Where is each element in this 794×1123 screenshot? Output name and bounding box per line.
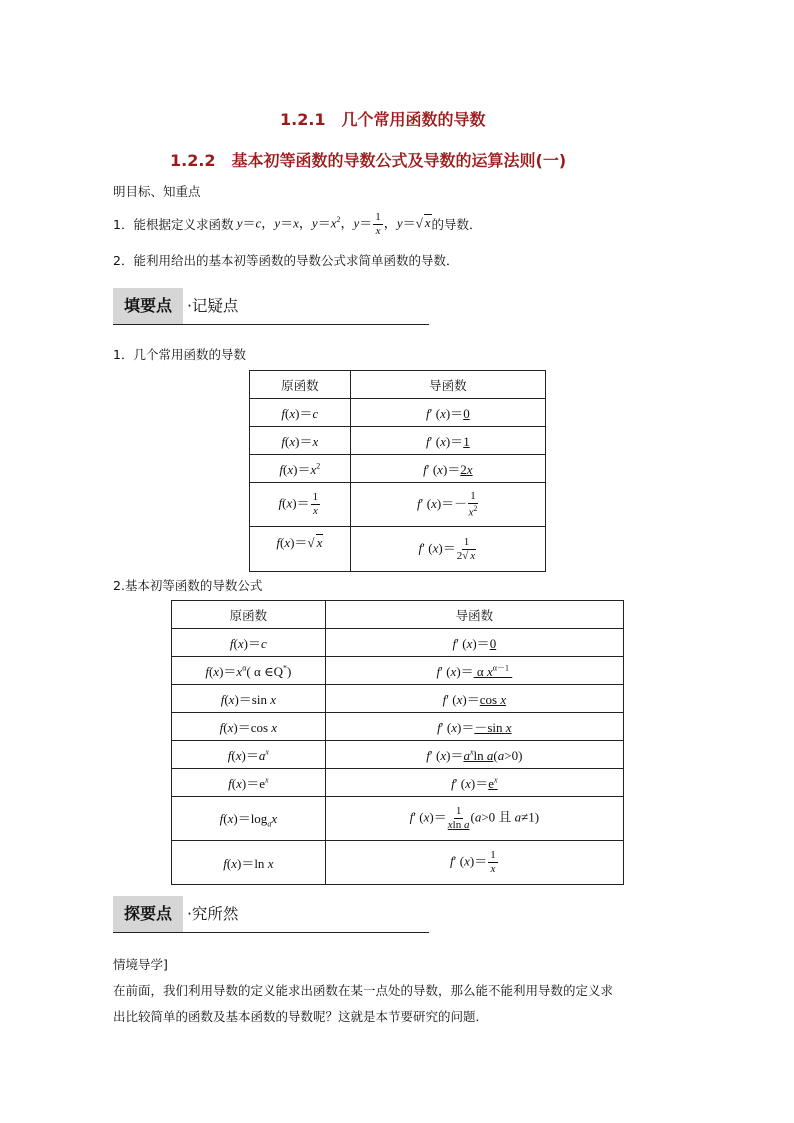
table-row: [250, 483, 546, 527]
goal-item-1: [113, 208, 482, 240]
section-badge: 填要点: [113, 288, 183, 324]
goal-1-functions: y＝c，y＝x，$y=x^2$，y＝ $\frac{1}{x}$ ，y＝√ x: [236, 210, 431, 237]
fx-cell: f(x)＝√ x: [250, 527, 351, 572]
table-row: [250, 427, 546, 455]
dfx-cell: f′ $(x)=a^x\ln$ a(a>0): [325, 741, 623, 769]
header-original: 原函数: [250, 371, 351, 399]
table-row: [172, 685, 624, 713]
table-row: [172, 629, 624, 657]
table-row: [172, 841, 624, 885]
section-divider: [113, 324, 429, 325]
fx-cell: f(x)＝c: [250, 399, 351, 427]
goals-heading: 明目标、知重点: [113, 184, 201, 199]
table2-caption: 2.基本初等函数的导数公式: [113, 578, 263, 593]
header-derivative: 导函数: [350, 371, 545, 399]
common-derivatives-table: [249, 370, 546, 572]
dfx-cell: f′ (x)＝0: [325, 629, 623, 657]
goal-1-suffix: 的导数．: [431, 217, 482, 232]
fx-cell: $f(x)=a^x$: [172, 741, 326, 769]
section-header-fill: [113, 288, 433, 324]
dfx-cell: f′ (x)＝0: [350, 399, 545, 427]
dfx-cell: f′ (x)＝ $\frac{1}{2√ x}$: [350, 527, 545, 572]
table-row: [172, 797, 624, 841]
section-header-explore: [113, 896, 433, 932]
table-header-row: [250, 371, 546, 399]
table1-caption: 1．几个常用函数的导数: [113, 347, 246, 362]
fx-cell: $f(x)=x^2$: [250, 455, 351, 483]
lesson-title-2: 1.2.2 基本初等函数的导数公式及导数的运算法则(一): [170, 151, 567, 170]
dfx-cell: f′ (x)＝2x: [350, 455, 545, 483]
dfx-cell: f′ (x)＝ α $x^{\alpha-1}$: [325, 657, 623, 685]
fx-cell: $f(x)=x^\alpha$( α ∈Q*): [172, 657, 326, 685]
dfx-cell: f′ (x)＝ $\frac{1}{x}$: [325, 841, 623, 885]
table-row: [250, 527, 546, 572]
intro-heading: 情境导学]: [113, 957, 168, 972]
dfx-cell: f′ (x)＝ $\frac{1}{\text{xln a}}$ (a>0 且 a≠1): [325, 797, 623, 841]
basic-derivatives-table: [171, 600, 624, 885]
fx-cell: f(x)＝c: [172, 629, 326, 657]
fx-cell: f(x)＝x: [250, 427, 351, 455]
table-row: [172, 713, 624, 741]
lesson-title-1: 1.2.1 几个常用函数的导数: [280, 110, 486, 129]
fx-cell: f(x)＝ln x: [172, 841, 326, 885]
fx-cell: f(x)＝cos x: [172, 713, 326, 741]
table-row: [250, 399, 546, 427]
intro-paragraph-line-1: 在前面，我们利用导数的定义能求出函数在某一点处的导数，那么能不能利用导数的定义求: [113, 983, 614, 998]
dfx-cell: f′ (x)＝1: [350, 427, 545, 455]
table-header-row: [172, 601, 624, 629]
dfx-cell: f′ (x)＝－sin x: [325, 713, 623, 741]
intro-paragraph-line-2: 出比较简单的函数及基本函数的导数呢？这就是本节要研究的问题．: [113, 1009, 489, 1024]
table-row: [172, 741, 624, 769]
fx-cell: $f(x)=\log_ax$: [172, 797, 326, 841]
table-row: [172, 769, 624, 797]
section-badge: 探要点: [113, 896, 183, 932]
fx-cell: $f(x)=e^x$: [172, 769, 326, 797]
table-row: [250, 455, 546, 483]
dfx-cell: f′ (x)＝－ $\frac{1}{x^2}$: [350, 483, 545, 527]
section-title: ·记疑点: [187, 297, 239, 315]
section-divider: [113, 932, 429, 933]
table-row: [172, 657, 624, 685]
header-derivative: 导函数: [325, 601, 623, 629]
dfx-cell: f′ $(x)=e^x$: [325, 769, 623, 797]
header-original: 原函数: [172, 601, 326, 629]
fx-cell: f(x)＝ $\frac{1}{x}$: [250, 483, 351, 527]
goal-1-prefix: 1．能根据定义求函数: [113, 217, 234, 232]
goal-item-2: 2．能利用给出的基本初等函数的导数公式求简单函数的导数．: [113, 253, 459, 268]
section-title: ·究所然: [187, 905, 239, 923]
dfx-cell: f′ (x)＝cos x: [325, 685, 623, 713]
fx-cell: f(x)＝sin x: [172, 685, 326, 713]
